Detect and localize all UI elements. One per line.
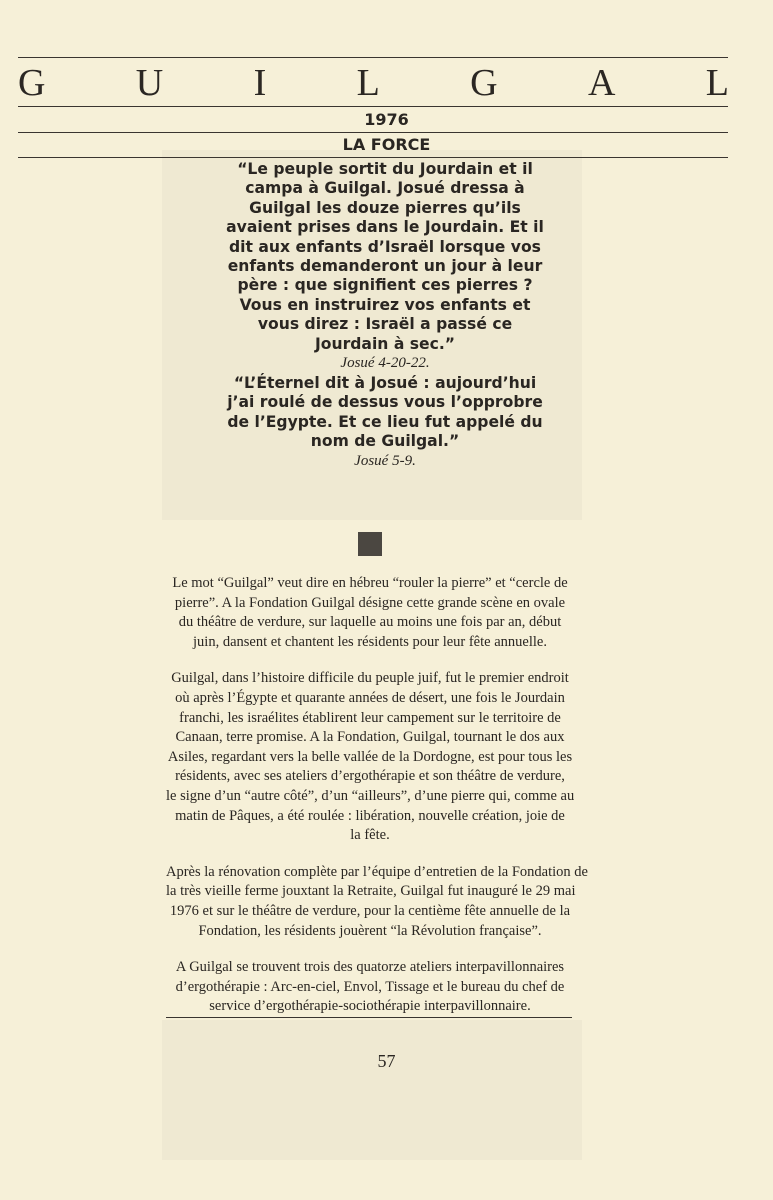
rule-below-subtitle (18, 157, 728, 158)
body-line: résidents, avec ses ateliers d’ergothérapie et son théâtre de verdure, (175, 768, 565, 785)
quote-line: j’ai roulé de dessus vous l’opprobre (227, 393, 543, 412)
title-letter: A (587, 62, 616, 104)
title-letter: G (18, 62, 46, 104)
quote-line: nom de Guilgal.” (310, 432, 460, 451)
shade-panel-bottom (162, 1020, 582, 1160)
body-line: franchi, les israélites établirent leur campement sur le territoire de (179, 709, 561, 726)
rule-below-year (18, 132, 728, 133)
body-line: A Guilgal se trouvent trois des quatorze ateliers interpavillonnaires (175, 959, 565, 976)
paragraph-3 (166, 863, 588, 941)
body-line: Guilgal, dans l’histoire difficile du peuple juif, fut le premier endroit (171, 670, 569, 687)
quotation-1 (190, 160, 580, 354)
quote-line: “Le peuple sortit du Jourdain et il (237, 160, 533, 178)
quote-line: “L’Éternel dit à Josué : aujourd’hui (233, 374, 537, 393)
section-divider-square (358, 532, 382, 556)
body-line: Après la rénovation complète par l’équipe d’entretien de la Fondation de (166, 863, 588, 880)
body-line: juin, dansent et chantent les résidents pour leur fête annuelle. (193, 633, 547, 650)
quote-line: Vous en instruirez vos enfants et (239, 295, 531, 314)
rule-below-title (18, 106, 728, 107)
paragraph-4 (166, 958, 574, 1017)
page-title (18, 62, 729, 104)
quote-line: dit aux enfants d’Israël lorsque vos (229, 237, 541, 256)
page-number: 57 (377, 1051, 396, 1071)
body-line: la fête. (350, 827, 390, 844)
rule-top (18, 57, 728, 58)
quote-line: enfants demanderont un jour à leur (227, 257, 543, 276)
body-line: la très vieille ferme jouxtant la Retraite, Guilgal fut inauguré le 29 mai (166, 883, 576, 900)
body-line: Canaan, terre promise. A la Fondation, Guilgal, tournant le dos aux (175, 729, 565, 746)
quote-line: vous direz : Israël a passé ce (257, 315, 513, 334)
title-letter: G (470, 62, 498, 104)
body-line: service d’ergothérapie-sociothérapie interpavillonnaire. (209, 998, 531, 1015)
body-line: Fondation, les résidents jouèrent “la Révolution française”. (198, 922, 542, 939)
body-line: d’ergothérapie : Arc-en-ciel, Envol, Tissage et le bureau du chef de (175, 978, 565, 995)
body-line: le signe d’un “autre côté”, d’un “ailleurs”, d’une pierre qui, comme au (166, 787, 575, 804)
quotation-block (190, 160, 580, 472)
body-line: pierre”. A la Fondation Guilgal désigne cette grande scène en ovale (174, 594, 566, 611)
quote-line: Guilgal les douze pierres qu’ils (249, 198, 521, 217)
title-letter: I (253, 62, 267, 104)
quote-line: de l’Egypte. Et ce lieu fut appelé du (227, 412, 543, 431)
title-letter: L (356, 62, 380, 104)
body-line: matin de Pâques, a été roulée : libération, nouvelle création, joie de (175, 807, 565, 824)
year-heading: 1976 (364, 110, 409, 129)
rule-bottom (166, 1017, 572, 1018)
paragraph-1 (166, 574, 574, 652)
body-line: 1976 et sur le théâtre de verdure, pour la centième fête annuelle de la (169, 902, 571, 919)
quote-line: avaient prises dans le Jourdain. Et il (226, 218, 544, 237)
quote-line: campa à Guilgal. Josué dressa à (245, 179, 525, 198)
quote-line: père : que signifient ces pierres ? (237, 276, 533, 295)
quote-line: Jourdain à sec.” (314, 334, 456, 353)
body-line: Le mot “Guilgal” veut dire en hébreu “rouler la pierre” et “cercle de (172, 575, 568, 591)
quotation-1-reference: Josué 4-20-22. (340, 355, 430, 372)
section-subtitle: LA FORCE (342, 135, 431, 154)
body-line: où après l’Égypte et quarante années de désert, une fois le Jourdain (175, 689, 565, 706)
quotation-2 (190, 374, 580, 452)
body-line: Asiles, regardant vers la belle vallée de la Dordogne, est pour tous les (167, 748, 573, 765)
quotation-2-reference: Josué 5-9. (354, 452, 416, 469)
body-line: du théâtre de verdure, sur laquelle au moins une fois par an, début (178, 614, 562, 631)
title-letter: L (705, 62, 729, 104)
paragraph-2 (166, 669, 574, 845)
body-text (166, 574, 588, 1017)
title-letter: U (135, 62, 164, 104)
